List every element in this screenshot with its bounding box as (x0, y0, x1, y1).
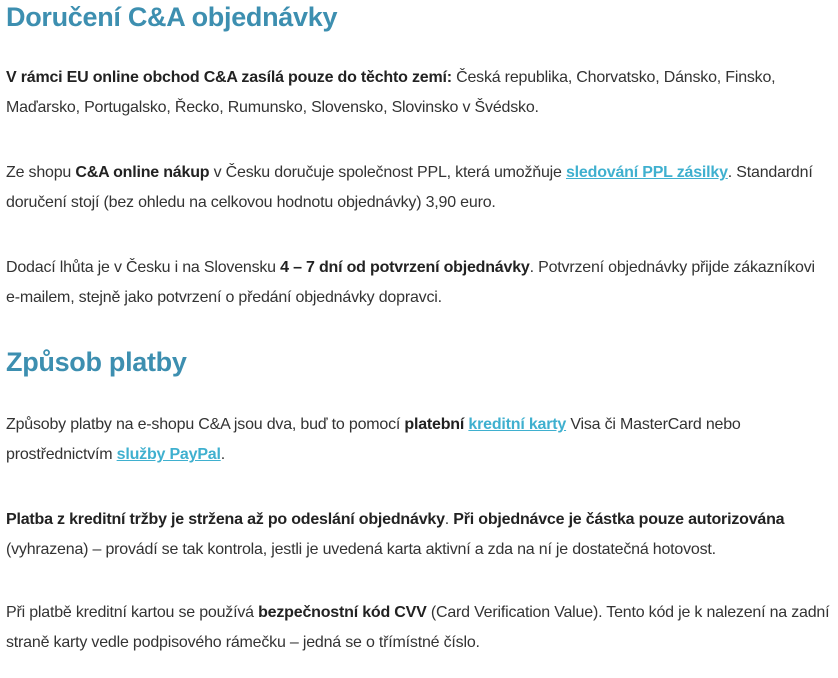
payment-bold: platební (404, 416, 465, 433)
text-span: Při platbě kreditní kartou se používá (6, 604, 259, 621)
delivery-countries-paragraph (6, 63, 832, 123)
countries-intro-bold: V rámci EU online obchod C&A zasílá pouze do těchto zemí: (6, 69, 452, 86)
payment-heading: Způsob platby (6, 347, 187, 377)
text-span: Způsoby platby na e-shopu C&A jsou dva, buď to pomocí (6, 416, 405, 433)
text-span: Ze shopu (6, 164, 76, 181)
online-shop-bold: C&A online nákup (75, 164, 210, 181)
delivery-carrier-paragraph (6, 158, 832, 218)
credit-card-link[interactable]: kreditní karty (468, 416, 567, 433)
paypal-link[interactable]: služby PayPal (116, 446, 221, 463)
payment-charge-paragraph (6, 505, 836, 565)
text-span: . (444, 511, 454, 528)
text-span: (vyhrazena) – provádí se tak kontrola, jestli je uvedená karta aktivní a zda na ní je dostatečná hotovost. (6, 541, 716, 558)
ppl-tracking-link[interactable]: sledování PPL zásilky (565, 164, 728, 181)
payment-cvv-paragraph (6, 598, 832, 658)
text-span: . Standardní doručení stojí (bez ohledu na celkovou hodnotu objednávky) 3,90 euro. (6, 164, 813, 211)
delivery-time-bold: 4 – 7 dní od potvrzení objednávky (280, 259, 530, 276)
text-span: v Česku doručuje společnost PPL, která umožňuje (209, 164, 566, 181)
charge-timing-bold: Platba z kreditní tržby je stržena až po odeslání objednávky (6, 511, 445, 528)
delivery-time-paragraph (6, 253, 832, 313)
text-span: Visa či MasterCard nebo prostřednictvím (6, 416, 741, 463)
text-span: . (220, 446, 225, 463)
payment-methods-paragraph (6, 410, 832, 470)
text-span: (Card Verification Value). Tento kód je k nalezení na zadní straně karty vedle podpisového rámečku – jedná se o třímístné číslo. (6, 604, 830, 651)
delivery-heading: Doručení C&A objednávky (6, 2, 338, 32)
cvv-bold: bezpečnostní kód CVV (258, 604, 427, 621)
text-span: . Potvrzení objednávky přijde zákazníkovi e-mailem, stejně jako potvrzení o předání objednávky dopravci. (6, 259, 815, 306)
countries-list-text: Česká republika, Chorvatsko, Dánsko, Finsko, Maďarsko, Portugalsko, Řecko, Rumunsko, Slovensko, Slovinsko v Švédsko. (6, 69, 776, 116)
text-span: Dodací lhůta je v Česku i na Slovensku (6, 259, 281, 276)
authorization-bold: Při objednávce je částka pouze autorizována (453, 511, 785, 528)
